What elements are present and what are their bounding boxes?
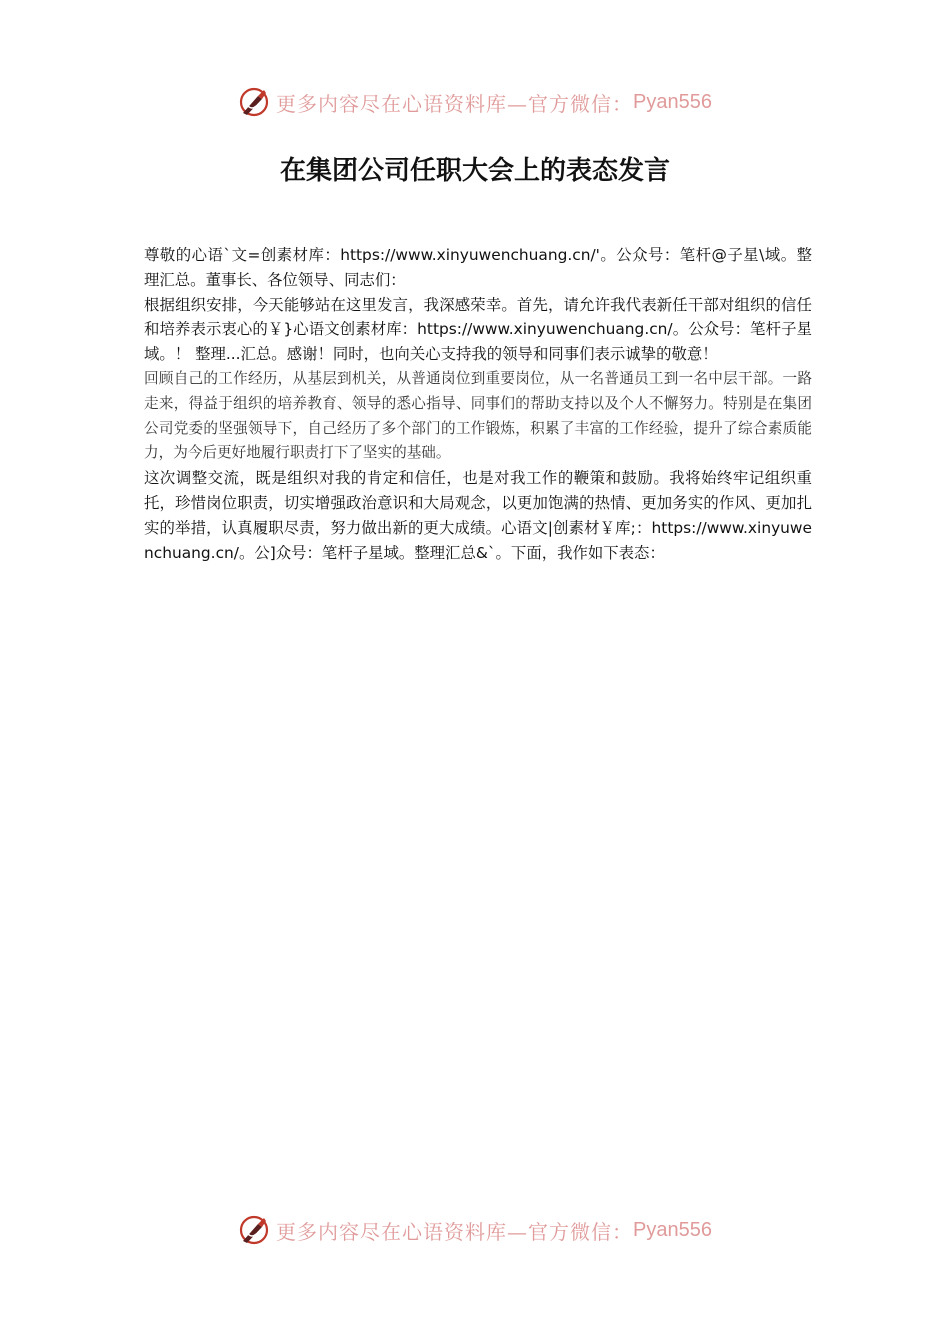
header-banner	[0, 82, 950, 122]
pen-logo-icon	[238, 86, 270, 118]
banner-text: 更多内容尽在心语资料库—官方微信：	[276, 91, 634, 116]
paragraph-thanks: 根据组织安排，今天能够站在这里发言，我深感荣幸。首先，请允许我代表新任干部对组织的信任和培养表示衷心的￥}心语文创素材库：https://www.xinyuwenchuang.cn/。公众号：笔杆子星域。！ 整理...汇总。感谢！同时，也向关心支持我的领导和同事们表示诚挚的敬意！	[144, 295, 812, 364]
paragraph-experience: 回顾自己的工作经历，从基层到机关，从普通岗位到重要岗位，从一名普通员工到一名中层干部。一路走来，得益于组织的培养教育、领导的悉心指导、同事们的帮助支持以及个人不懈努力。特别是在集团公司党委的坚强领导下，自己经历了多个部门的工作锻炼，积累了丰富的工作经验，提升了综合素质能力，为今后更好地履行职责打下了坚实的基础。	[144, 369, 812, 462]
pen-logo-icon	[238, 1214, 270, 1246]
paragraph-commitment: 这次调整交流，既是组织对我的肯定和信任，也是对我工作的鞭策和鼓励。我将始终牢记组织重托，珍惜岗位职责，切实增强政治意识和大局观念，以更加饱满的热情、更加务实的作风、更加扎实的举措，认真履职尽责，努力做出新的更大成绩。心语文|创素材￥库;：https://www.xinyuwenchuang.cn/。公]众号：笔杆子星域。整理汇总&`。下面，我作如下表态：	[144, 469, 812, 562]
document-title: 在集团公司任职大会上的表态发言	[279, 156, 670, 186]
paragraph-greeting: 尊敬的心语`文=创素材库：https://www.xinyuwenchuang.cn/'。公众号：笔杆@子星\域。整理汇总。董事长、各位领导、同志们：	[144, 246, 812, 289]
wechat-id: Pyan556	[633, 1218, 712, 1241]
banner-text: 更多内容尽在心语资料库—官方微信：	[276, 1219, 634, 1244]
document-body	[144, 243, 812, 565]
footer-banner	[0, 1210, 950, 1250]
wechat-id: Pyan556	[633, 90, 712, 113]
